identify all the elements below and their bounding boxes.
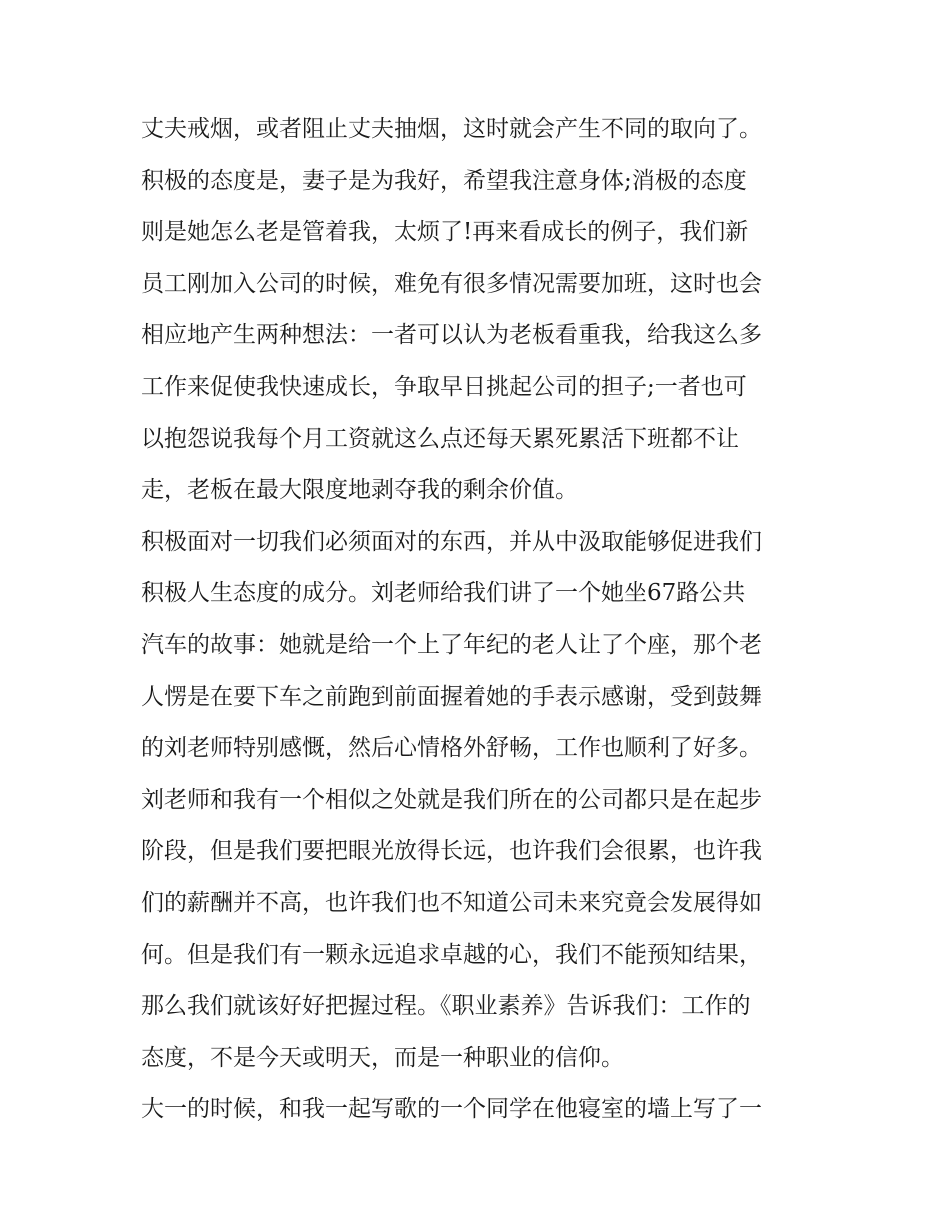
text-line: 们的薪酬并不高，也许我们也不知道公司未来究竟会发展得如 [141,889,762,916]
text-line: 则是她怎么老是管着我，太烦了!再来看成长的例子，我们新 [141,219,749,246]
text-line: 走，老板在最大限度地剥夺我的剩余价值。 [141,477,578,504]
text-line: 大一的时候，和我一起写歌的一个同学在他寝室的墙上写了一 [141,1096,762,1123]
text-line: 积极的态度是，妻子是为我好，希望我注意身体;消极的态度 [141,167,747,194]
text-line: 的刘老师特别感慨，然后心情格外舒畅，工作也顺利了好多。 [141,735,762,762]
text-line: 汽车的故事：她就是给一个上了年纪的老人让了个座，那个老 [141,631,762,658]
text-line: 刘老师和我有一个相似之处就是我们所在的公司都只是在起步 [141,786,762,813]
text-line: 丈夫戒烟，或者阻止丈夫抽烟，这时就会产生不同的取向了。 [141,116,762,142]
text-line: 阶段，但是我们要把眼光放得长远，也许我们会很累，也许我 [141,838,762,865]
text-line: 积极面对一切我们必须面对的东西，并从中汲取能够促进我们 [141,528,762,555]
text-line: 员工刚加入公司的时候，难免有很多情况需要加班，这时也会 [141,270,762,297]
body-text [141,104,813,1136]
text-line: 工作来促使我快速成长，争取早日挑起公司的担子;一者也可 [141,373,747,400]
text-line: 以抱怨说我每个月工资就这么点还每天累死累活下班都不让 [141,425,739,452]
text-line: 何。但是我们有一颗永远追求卓越的心，我们不能预知结果， [141,941,762,968]
text-line: 积极人生态度的成分。刘老师给我们讲了一个她坐67路公共 [141,580,746,607]
text-line: 态度，不是今天或明天，而是一种职业的信仰。 [141,1044,624,1071]
text-line: 相应地产生两种想法：一者可以认为老板看重我，给我这么多 [141,322,762,349]
text-line: 人愣是在要下车之前跑到前面握着她的手表示感谢，受到鼓舞 [141,683,762,710]
text-line: 那么我们就该好好把握过程。《职业素养》告诉我们：工作的 [141,993,751,1020]
